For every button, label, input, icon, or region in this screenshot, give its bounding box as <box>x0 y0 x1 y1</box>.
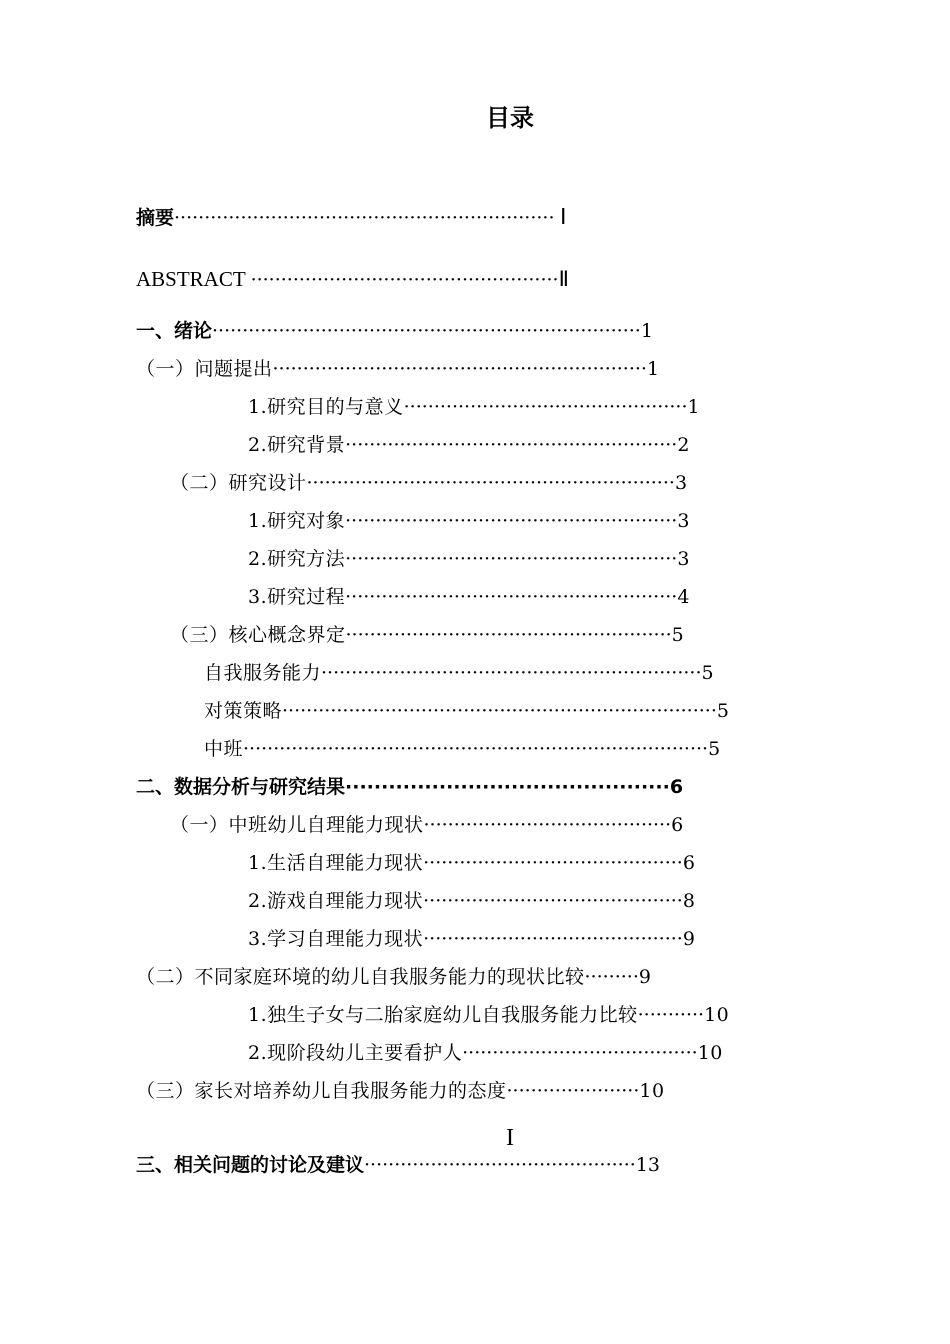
toc-page-number: 1 <box>646 358 660 380</box>
toc-entry-title: （三）家长对培养幼儿自我服务能力的态度 <box>136 1080 507 1102</box>
toc-entry-subsection-2-1-2[interactable] <box>248 888 695 914</box>
page-number: I <box>506 1125 514 1151</box>
toc-entry-section-1-3[interactable] <box>170 622 684 648</box>
toc-leader-dots: ········································································ <box>282 700 717 722</box>
toc-entry-title: 三、相关问题的讨论及建议 <box>136 1154 365 1176</box>
toc-leader-dots: ········· <box>584 966 639 988</box>
toc-page-number: 10 <box>697 1042 723 1064</box>
toc-entry-title: （二）研究设计 <box>170 472 307 494</box>
toc-leader-dots: ······················ <box>506 1080 640 1102</box>
toc-page-number: 5 <box>671 624 685 646</box>
toc-leader-dots: ······················································ <box>345 624 672 646</box>
toc-entry-title: 1.生活自理能力现状 <box>248 852 424 874</box>
toc-leader-dots: ··········································· <box>423 890 683 912</box>
toc-entry-subsection-2-1-3[interactable] <box>248 926 695 952</box>
toc-entry-subsection-1-1-2[interactable] <box>248 432 690 458</box>
toc-leader-dots: ············································· <box>364 1154 636 1176</box>
toc-page-number: 5 <box>708 738 721 760</box>
toc-entry-title: 自我服务能力 <box>204 662 322 684</box>
toc-leader-dots: ······························································· <box>174 207 555 229</box>
toc-leader-dots: ············································· <box>345 776 670 798</box>
toc-entry-title: 2.研究方法 <box>248 548 346 570</box>
toc-page-number: 4 <box>677 586 690 608</box>
toc-entry-chapter-1[interactable] <box>136 318 653 344</box>
toc-leader-dots: ··········································· <box>423 928 683 950</box>
toc-entry-title: 二、数据分析与研究结果 <box>136 776 346 798</box>
toc-entry-subsection-1-2-2[interactable] <box>248 546 690 572</box>
toc-leader-dots: ······························································· <box>321 662 702 684</box>
toc-entry-section-2-1[interactable] <box>170 812 684 838</box>
toc-entry-subsection-2-2-2[interactable] <box>248 1040 723 1066</box>
toc-page-number: 13 <box>635 1154 660 1176</box>
toc-entry-title: （二）不同家庭环境的幼儿自我服务能力的现状比较 <box>136 966 585 988</box>
toc-entry-title: 2.研究背景 <box>248 434 346 456</box>
toc-entry-title: 中班 <box>204 738 244 760</box>
toc-entry-subsection-1-1-1[interactable] <box>248 394 700 420</box>
toc-page-number: 8 <box>682 890 696 912</box>
toc-entry-title: 2.游戏自理能力现状 <box>248 890 424 912</box>
toc-leader-dots: ······································································· <box>212 320 641 342</box>
toc-entry-title: （三）核心概念界定 <box>170 624 346 646</box>
toc-leader-dots: ··········································· <box>423 852 683 874</box>
toc-entry-title: 摘要 <box>136 207 175 229</box>
toc-entry-subsection-2-2-1[interactable] <box>248 1002 729 1028</box>
toc-page-number: 6 <box>682 852 696 874</box>
toc-entry-title: 一、绪论 <box>136 320 213 342</box>
toc-entry-chapter-2[interactable] <box>136 774 683 800</box>
toc-page-number: 3 <box>677 510 690 532</box>
toc-leader-dots: ······················································· <box>345 586 678 608</box>
toc-leader-dots: ····························································· <box>306 472 675 494</box>
toc-entry-title: 1.研究对象 <box>248 510 346 532</box>
toc-leader-dots: ······································· <box>462 1042 698 1064</box>
toc-page-number: Ⅰ <box>554 204 567 229</box>
toc-entry-title: 1.独生子女与二胎家庭幼儿自我服务能力比较 <box>248 1004 638 1026</box>
toc-entry-section-2-3[interactable] <box>136 1078 665 1104</box>
toc-entry-section-1-1[interactable] <box>136 356 660 382</box>
toc-page-number: 10 <box>639 1080 665 1102</box>
toc-entry-title: 3.学习自理能力现状 <box>248 928 424 950</box>
toc-page-number: Ⅱ <box>558 267 569 291</box>
toc-entry-section-2-2[interactable] <box>136 964 651 990</box>
toc-entry-title: （一）问题提出 <box>136 358 273 380</box>
toc-leader-dots: ··················································· <box>250 269 559 291</box>
toc-leader-dots: ············································································· <box>243 738 709 760</box>
toc-leader-dots: ··········· <box>637 1004 705 1026</box>
toc-page-number: 10 <box>704 1004 730 1026</box>
toc-entry-concept-2[interactable] <box>204 698 729 724</box>
toc-entry-title: 1.研究目的与意义 <box>248 396 404 418</box>
toc-page-number: 6 <box>671 814 684 836</box>
page-title: 目录 <box>486 104 534 132</box>
toc-page-number: 6 <box>669 776 684 798</box>
toc-entry-chapter-3[interactable] <box>136 1152 660 1178</box>
toc-leader-dots: ······················································· <box>345 510 678 532</box>
toc-leader-dots: ········································· <box>423 814 672 836</box>
toc-page-number: 1 <box>640 320 653 342</box>
toc-leader-dots: ······························································ <box>272 358 647 380</box>
toc-entry-abstract-en[interactable] <box>136 266 569 293</box>
toc-entry-title: （一）中班幼儿自理能力现状 <box>170 814 424 836</box>
toc-entry-abstract-cn[interactable] <box>136 204 567 231</box>
toc-page-number: 9 <box>638 966 652 988</box>
toc-page-number: 3 <box>677 548 690 570</box>
toc-page-number: 1 <box>687 396 701 418</box>
toc-entry-concept-1[interactable] <box>204 660 714 686</box>
toc-entry-concept-3[interactable] <box>204 736 721 762</box>
toc-page-number: 9 <box>682 928 696 950</box>
toc-entry-title: 3.研究过程 <box>248 586 346 608</box>
toc-entry-title: 对策策略 <box>204 700 283 722</box>
toc-page-number: 5 <box>701 662 715 684</box>
toc-page-number: 2 <box>677 434 690 456</box>
toc-entry-subsection-1-2-3[interactable] <box>248 584 690 610</box>
toc-leader-dots: ······················································· <box>345 434 678 456</box>
toc-entry-title: ABSTRACT <box>136 267 251 291</box>
toc-entry-subsection-1-2-1[interactable] <box>248 508 690 534</box>
toc-entry-section-1-2[interactable] <box>170 470 688 496</box>
toc-leader-dots: ··············································· <box>403 396 688 418</box>
toc-page-number: 3 <box>674 472 688 494</box>
toc-leader-dots: ······················································· <box>345 548 678 570</box>
toc-page-number: 5 <box>716 700 730 722</box>
toc-entry-title: 2.现阶段幼儿主要看护人 <box>248 1042 463 1064</box>
toc-entry-subsection-2-1-1[interactable] <box>248 850 695 876</box>
